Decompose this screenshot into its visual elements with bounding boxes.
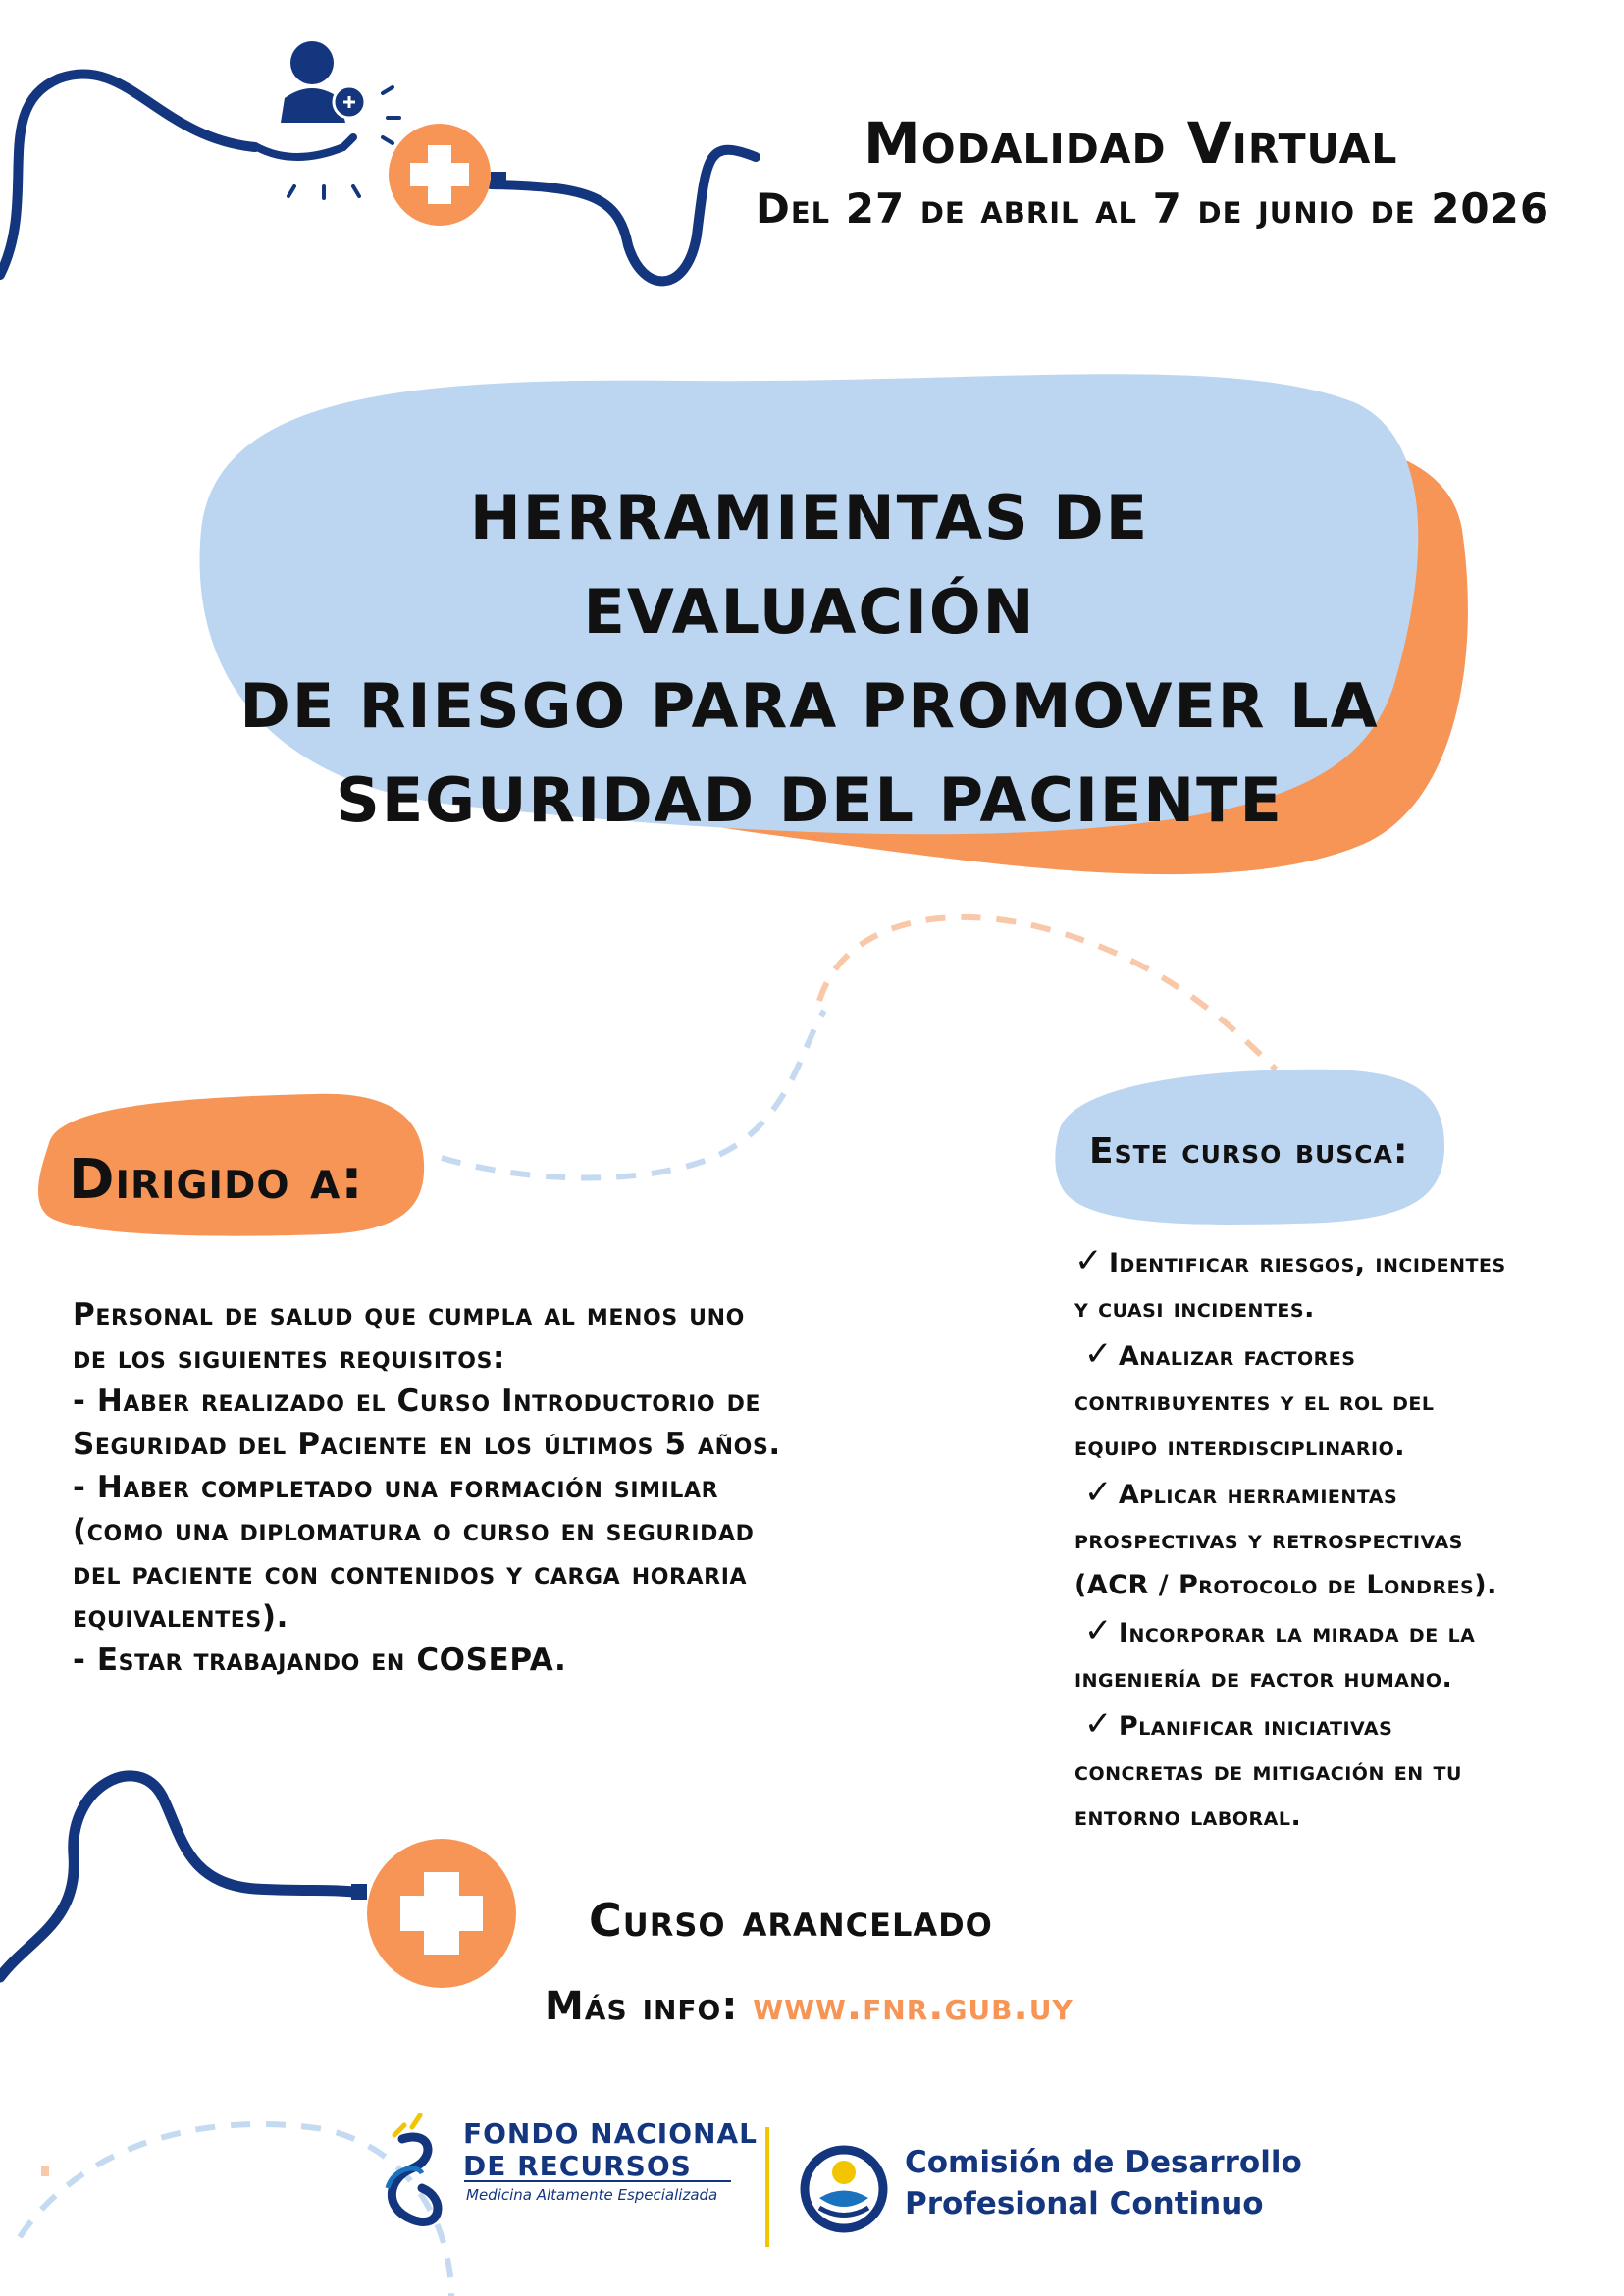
busca-item-text: Planificar iniciativas	[1118, 1711, 1393, 1742]
busca-item-text: contribuyentes y el rol del	[1074, 1386, 1435, 1417]
cdp-logo-icon	[805, 2150, 883, 2228]
website-link[interactable]: www.fnr.gub.uy	[753, 1984, 1074, 2029]
course-title	[236, 471, 1384, 848]
cdp-name-line: Comisión de Desarrollo	[905, 2145, 1302, 2180]
busca-item-text: y cuasi incidentes.	[1074, 1293, 1315, 1324]
busca-item-text: entorno laboral.	[1074, 1801, 1302, 1832]
more-info	[545, 1984, 1074, 2029]
busca-item-text: Incorporar la mirada de la	[1118, 1618, 1476, 1648]
busca-item	[1074, 1331, 1585, 1470]
fnr-tagline: Medicina Altamente Especializada	[466, 2186, 718, 2204]
busca-item-text: equipo interdisciplinario.	[1074, 1432, 1405, 1462]
dirigido-line: de los siguientes requisitos:	[73, 1340, 506, 1376]
busca-item-text: (ACR / Protocolo de Londres).	[1074, 1570, 1497, 1600]
dirigido-line: (como una diplomatura o curso en seguridad	[73, 1513, 755, 1548]
check-icon: ✓	[1074, 1241, 1103, 1280]
dirigido-line: Seguridad del Paciente en los últimos 5 años.	[73, 1427, 781, 1462]
busca-item-text: Identificar riesgos, incidentes	[1109, 1248, 1506, 1278]
dirigido-line: - Haber completado una formación similar	[73, 1470, 719, 1505]
fnr-name-line: FONDO NACIONAL	[463, 2117, 758, 2150]
dirigido-line: del paciente con contenidos y carga horaria	[73, 1556, 748, 1592]
course-title-line: HERRAMIENTAS DE EVALUACIÓN	[469, 482, 1150, 648]
busca-item-text: Analizar factores	[1118, 1341, 1356, 1372]
fee-notice: Curso arancelado	[589, 1894, 993, 1947]
medical-cross-icon-bottom	[351, 1839, 516, 1988]
dirigido-line: Personal de salud que cumpla al menos uno	[73, 1297, 745, 1332]
stethoscope-tube-top-right	[491, 150, 756, 282]
course-dates: Del 27 de abril al 7 de junio de 2026	[756, 184, 1550, 233]
busca-item	[1074, 1608, 1585, 1701]
dashed-curve-blue	[442, 1011, 824, 1177]
cdp-logo-text	[905, 2142, 1302, 2224]
busca-list	[1074, 1238, 1585, 1840]
busca-item	[1074, 1470, 1585, 1608]
dirigido-line: - Haber realizado el Curso Introductorio de	[73, 1383, 761, 1419]
check-icon: ✓	[1083, 1473, 1113, 1512]
busca-item-text: Aplicar herramientas	[1118, 1480, 1398, 1510]
dirigido-body	[73, 1293, 838, 1682]
busca-item	[1074, 1238, 1585, 1331]
patient-care-icon	[257, 41, 399, 198]
dashed-curve-bottom	[20, 2124, 451, 2296]
check-icon: ✓	[1083, 1334, 1113, 1374]
more-info-label: Más info:	[545, 1984, 739, 2029]
cdp-name-line: Profesional Continuo	[905, 2186, 1264, 2221]
busca-heading: Este curso busca:	[1089, 1131, 1409, 1172]
course-title-line: SEGURIDAD DEL PACIENTE	[336, 764, 1283, 836]
dashed-curve-orange	[819, 917, 1276, 1070]
busca-item	[1074, 1701, 1585, 1840]
busca-item-text: concretas de mitigación en tu	[1074, 1756, 1462, 1787]
dirigido-heading: Dirigido a:	[69, 1148, 364, 1212]
course-title-line: DE RIESGO PARA PROMOVER LA	[239, 670, 1380, 742]
check-icon: ✓	[1083, 1611, 1113, 1650]
modality-title: Modalidad Virtual	[864, 110, 1398, 177]
check-icon: ✓	[1083, 1704, 1113, 1744]
fnr-name-line: DE RECURSOS	[463, 2150, 692, 2182]
busca-item-text: ingeniería de factor humano.	[1074, 1663, 1453, 1694]
medical-cross-icon-top	[389, 124, 506, 226]
dirigido-line: - Estar trabajando en COSEPA.	[73, 1643, 567, 1678]
busca-item-text: prospectivas y retrospectivas	[1074, 1525, 1463, 1555]
fnr-logo-text	[463, 2117, 758, 2182]
stethoscope-tube-bottom	[0, 1776, 353, 1977]
dirigido-line: equivalentes).	[73, 1599, 289, 1635]
stethoscope-tube-top	[0, 74, 255, 275]
